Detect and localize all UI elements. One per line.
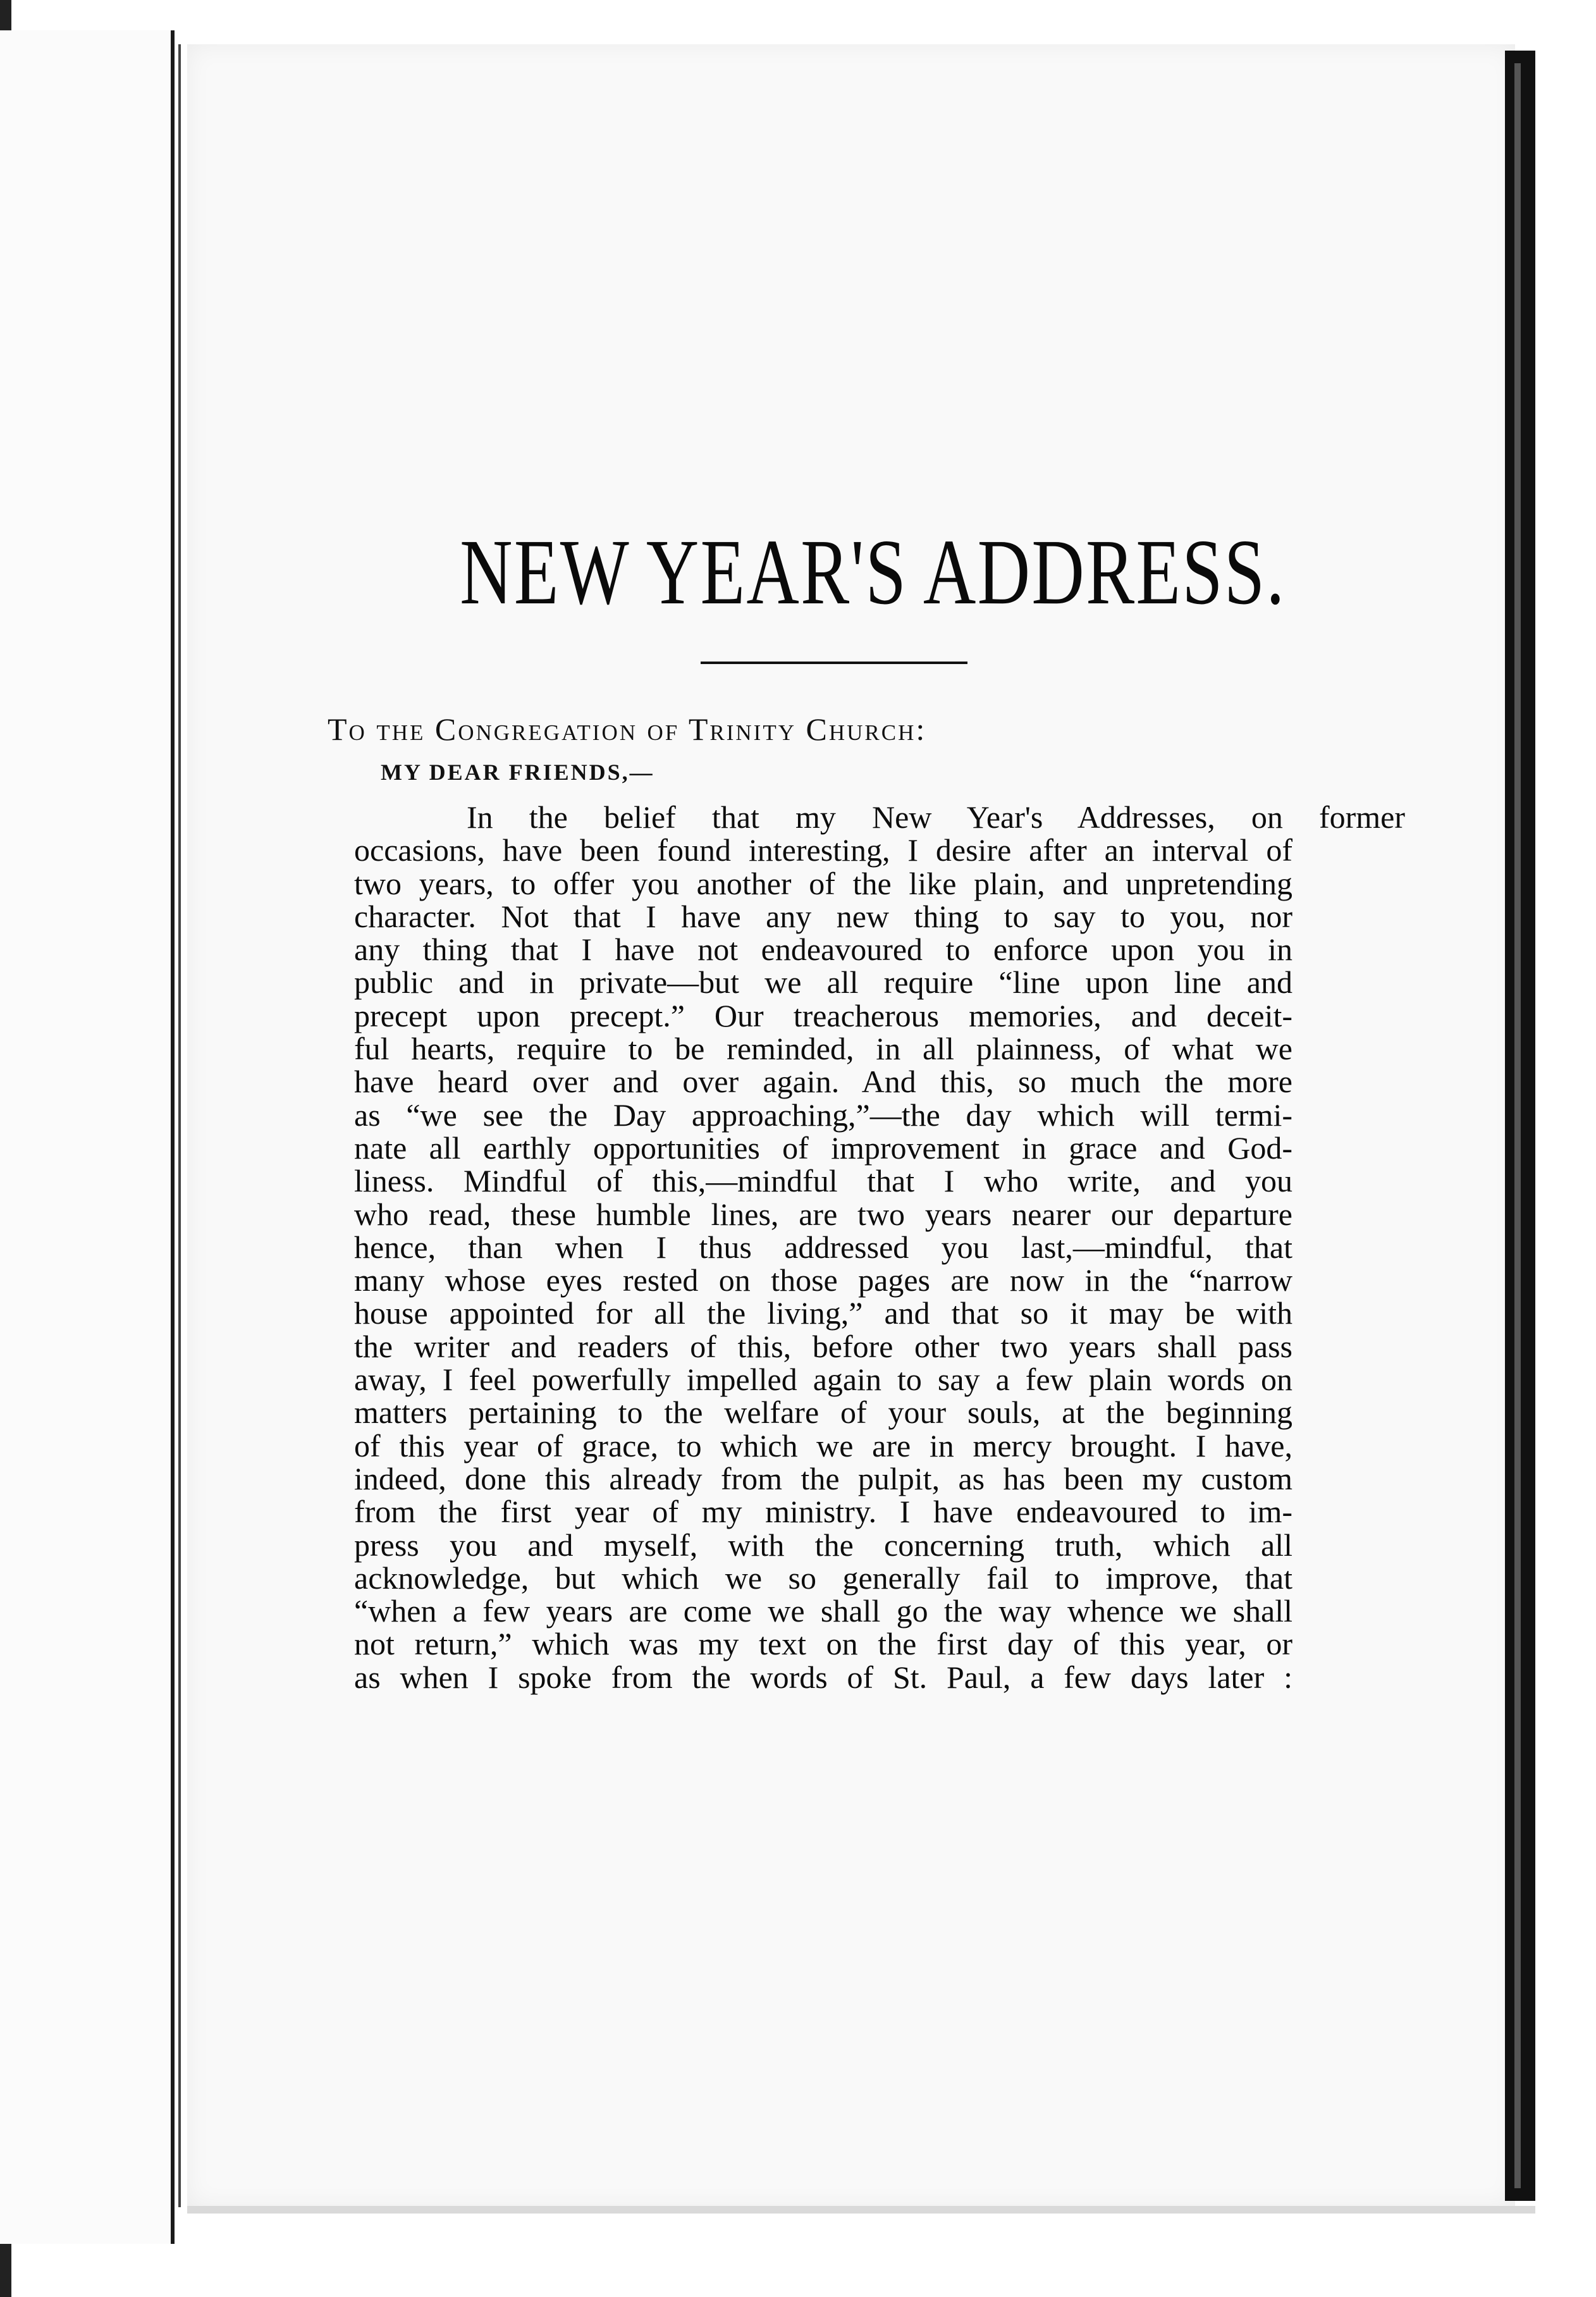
body-line: many whose eyes rested on those pages are now in the “narrow: [354, 1262, 1292, 1298]
body-line: nate all earthly opportunities of improvement in grace and God-: [354, 1130, 1292, 1166]
title-rule: [701, 662, 967, 664]
salutation: To the Congregation of Trinity Church:: [328, 711, 927, 747]
body-line: “when a few years are come we shall go the way whence we shall: [354, 1593, 1292, 1629]
body-line: from the first year of my ministry. I have endeavoured to im-: [354, 1494, 1292, 1530]
body-line: of this year of grace, to which we are in mercy brought. I have,: [354, 1427, 1292, 1463]
body-line: occasions, have been found interesting, I desire after an interval of: [354, 832, 1292, 868]
right-edge-highlight: [1514, 63, 1521, 2188]
body-line: the writer and readers of this, before other two years shall pass: [354, 1328, 1292, 1364]
body-line: In the belief that my New Year's Addresses, on former: [467, 799, 1405, 835]
page-title: NEW YEAR'S ADDRESS.: [460, 520, 1286, 624]
body-line: who read, these humble lines, are two years nearer our departure: [354, 1196, 1292, 1232]
body-line: indeed, done this already from the pulpit, as has been my custom: [354, 1460, 1292, 1496]
body-line: house appointed for all the living,” and that so it may be with: [354, 1295, 1292, 1331]
body-line: not return,” which was my text on the first day of this year, or: [354, 1626, 1292, 1662]
body-line: matters pertaining to the welfare of your souls, at the beginning: [354, 1395, 1292, 1431]
body-line: press you and myself, with the concerning truth, which all: [354, 1527, 1292, 1563]
body-line: liness. Mindful of this,—mindful that I who write, and you: [354, 1163, 1292, 1199]
body-line: have heard over and over again. And this, so much the more: [354, 1064, 1292, 1100]
page-bottom-shadow: [187, 2206, 1535, 2214]
body-line: acknowledge, but which we so generally fail to improve, that: [354, 1560, 1292, 1596]
body-text: [354, 799, 1405, 1695]
greeting: MY DEAR FRIENDS,—: [381, 760, 654, 785]
facing-page-sliver: [0, 30, 175, 2244]
body-line: hence, than when I thus addressed you last,—mindful, that: [354, 1229, 1292, 1265]
body-line: any thing that I have not endeavoured to enforce upon you in: [354, 932, 1292, 968]
body-line: precept upon precept.” Our treacherous memories, and deceit-: [354, 997, 1292, 1033]
body-line: away, I feel powerfully impelled again to say a few plain words on: [354, 1362, 1292, 1398]
body-line: character. Not that I have any new thing to say to you, nor: [354, 898, 1292, 934]
body-line: as “we see the Day approaching,”—the day which will termi-: [354, 1097, 1292, 1133]
body-line: public and in private—but we all require “line upon line and: [354, 964, 1292, 1001]
book-gutter: [178, 44, 181, 2207]
body-line: as when I spoke from the words of St. Paul, a few days later :: [354, 1659, 1292, 1695]
body-line: two years, to offer you another of the like plain, and unpretending: [354, 865, 1292, 901]
body-line: ful hearts, require to be reminded, in all plainness, of what we: [354, 1031, 1292, 1067]
